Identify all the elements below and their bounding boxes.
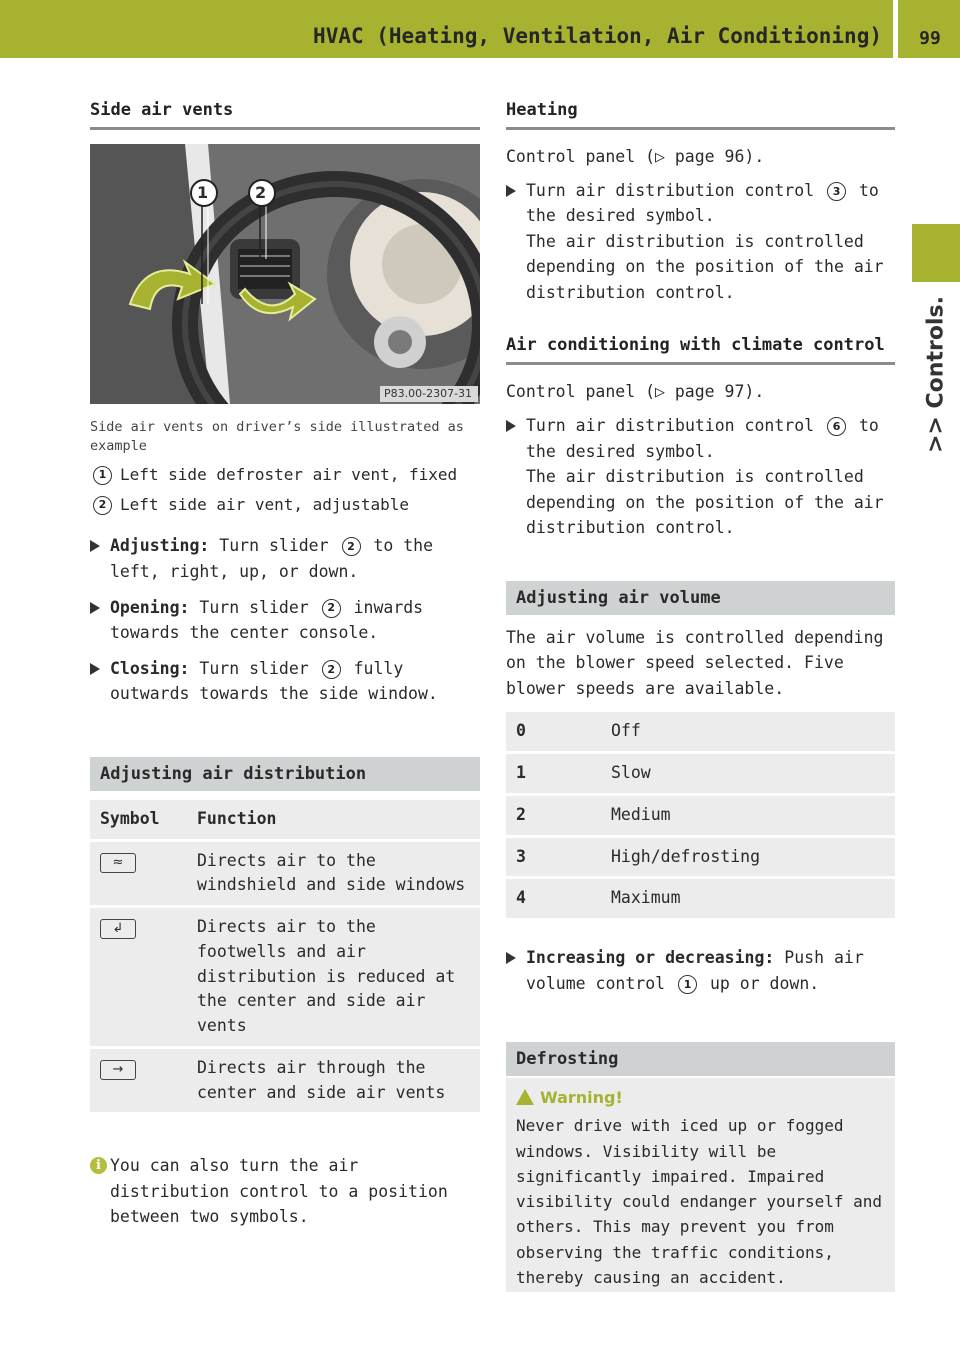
callout-1: 1 <box>197 183 209 202</box>
side-vents-heading: Side air vents <box>90 96 480 130</box>
speed-label: High/defrosting <box>601 838 895 877</box>
figure-code: P83.00-2307-31 <box>384 387 473 400</box>
legend-item <box>90 495 480 516</box>
center-vent-icon: → <box>100 1060 136 1080</box>
step-arrow-icon <box>506 420 516 432</box>
header-divider <box>893 0 898 58</box>
callout-2: 2 <box>255 183 267 202</box>
side-tab-label: >> Controls. <box>923 296 949 454</box>
speed-label: Slow <box>601 754 895 793</box>
windshield-defrost-icon: ≈ <box>100 853 136 873</box>
callout-number: 1 <box>93 466 112 485</box>
callout-number: 2 <box>93 496 112 515</box>
legend-text: Left side air vent, adjustable <box>120 494 409 514</box>
table-row <box>506 754 895 793</box>
distribution-heading: Adjusting air distribution <box>90 757 480 791</box>
callout-number: 2 <box>342 537 361 556</box>
dashboard-illustration <box>90 144 480 404</box>
heating-ref: Control panel (▷ page 96). <box>506 147 765 166</box>
table-row <box>506 712 895 751</box>
page-header <box>0 0 960 58</box>
side-tab-marker <box>912 224 960 282</box>
step-arrow-icon <box>90 663 100 675</box>
speed-value: 1 <box>506 754 601 793</box>
step-text: Turn air distribution control <box>526 415 815 435</box>
function-text: Directs air through the center and side air vents <box>187 1049 480 1113</box>
step-item <box>90 595 480 646</box>
volume-step <box>506 945 895 996</box>
col-symbol: Symbol <box>90 800 187 839</box>
figure-caption: Side air vents on driver’s side illustrated as example <box>90 419 464 454</box>
speed-value: 2 <box>506 796 601 835</box>
speed-label: Maximum <box>601 879 895 918</box>
warning-icon <box>516 1089 534 1105</box>
step-label: Closing: <box>110 658 190 678</box>
info-text: You can also turn the air distribution control to a position between two symbols. <box>110 1156 448 1227</box>
speed-value: 3 <box>506 838 601 877</box>
step-text: Turn slider <box>219 536 329 556</box>
step-text: fully outwards towards the side window. <box>110 658 438 704</box>
heating-step <box>506 178 895 306</box>
info-note <box>90 1153 480 1230</box>
side-vents-photo <box>90 144 480 404</box>
blower-speed-table <box>506 709 895 921</box>
speed-value: 4 <box>506 879 601 918</box>
step-text: Turn slider <box>199 658 309 678</box>
warning-title-text: Warning! <box>540 1088 623 1108</box>
ac-ref: Control panel (▷ page 97). <box>506 382 765 402</box>
table-row <box>506 838 895 877</box>
table-row <box>506 796 895 835</box>
footwell-icon: ↲ <box>100 919 136 939</box>
ac-heading: Air conditioning with climate control <box>506 331 895 365</box>
distribution-section <box>90 757 480 1230</box>
volume-section <box>506 581 895 997</box>
step-text: to the left, right, up, or down. <box>110 536 434 581</box>
table-row <box>506 879 895 918</box>
step-arrow-icon <box>90 602 100 614</box>
info-icon: i <box>90 1157 107 1174</box>
step-text: up or down. <box>709 973 820 993</box>
ac-step <box>506 413 895 541</box>
warning-title <box>516 1088 885 1107</box>
speed-label: Off <box>601 712 895 751</box>
speed-value: 0 <box>506 712 601 751</box>
step-label: Increasing or decreasing: <box>526 948 775 968</box>
chapter-title: HVAC (Heating, Ventilation, Air Conditioning) <box>313 24 882 48</box>
vent-steps <box>90 533 480 706</box>
table-row <box>90 842 480 906</box>
step-result: The air distribution is controlled depending on the position of the air distribution control. <box>526 231 884 302</box>
step-result: The air distribution is controlled depending on the position of the air distribution control. <box>526 467 884 538</box>
warning-box <box>506 1078 895 1292</box>
callout-number: 1 <box>678 975 697 994</box>
callout-number: 3 <box>827 182 846 201</box>
step-label: Opening: <box>110 597 190 617</box>
callout-number: 2 <box>322 599 341 618</box>
volume-heading: Adjusting air volume <box>506 581 895 615</box>
callout-number: 6 <box>827 417 846 436</box>
heating-heading: Heating <box>506 96 895 130</box>
volume-intro: The air volume is controlled depending on the blower speed selected. Five blower speeds are available. <box>506 627 884 698</box>
page-number: 99 <box>919 28 941 49</box>
function-text: Directs air to the windshield and side windows <box>187 842 480 906</box>
table-header-row <box>90 800 480 839</box>
function-text: Directs air to the footwells and air distribution is reduced at the center and side air vents <box>187 908 480 1046</box>
step-text: Turn slider <box>199 597 309 617</box>
warning-text: Never drive with iced up or fogged windows. Visibility will be significantly impaired. Impaired visibility could endanger yourself and others. This may prevent you from observing the traffic conditions, thereby causing an accident. <box>516 1116 883 1287</box>
step-text: to the desired symbol. <box>526 415 879 461</box>
step-arrow-icon <box>506 952 516 964</box>
step-item <box>90 533 480 584</box>
defrosting-section <box>506 1042 895 1292</box>
left-column <box>90 96 480 1230</box>
table-row <box>90 908 480 1046</box>
step-arrow-icon <box>90 540 100 552</box>
step-text: Turn air distribution control <box>526 180 815 200</box>
callout-number: 2 <box>322 660 341 679</box>
step-text: to the desired symbol. <box>526 180 879 226</box>
step-text: Push air volume control <box>526 948 864 993</box>
defrosting-heading: Defrosting <box>506 1042 895 1076</box>
step-item <box>90 656 480 707</box>
col-function: Function <box>187 800 480 839</box>
step-text: inwards towards the center console. <box>110 597 424 643</box>
speed-label: Medium <box>601 796 895 835</box>
distribution-table <box>90 797 480 1116</box>
step-arrow-icon <box>506 185 516 197</box>
step-label: Adjusting: <box>110 536 210 556</box>
table-row <box>90 1049 480 1113</box>
right-column <box>506 96 895 1292</box>
legend-text: Left side defroster air vent, fixed <box>120 464 458 484</box>
legend-item <box>90 465 480 486</box>
